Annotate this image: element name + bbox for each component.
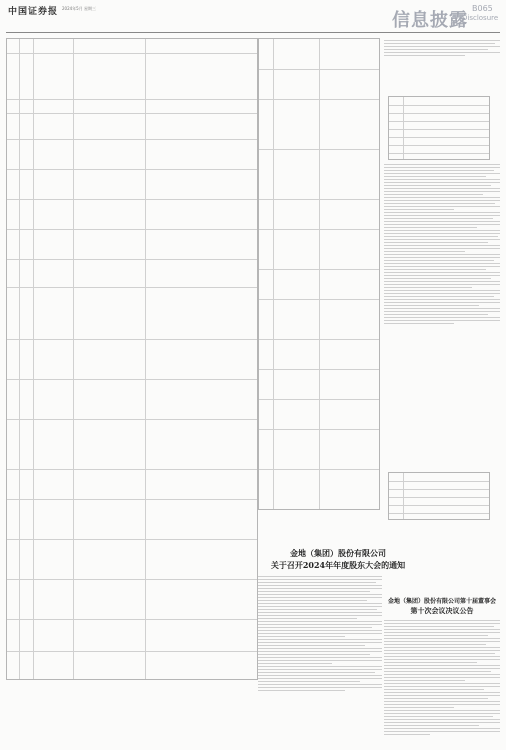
right-table-2 bbox=[388, 472, 490, 520]
notice-title-1: 关于召开2024年年度股东大会的通知 bbox=[270, 560, 406, 570]
header-rule bbox=[6, 32, 500, 33]
disclosure-table-left bbox=[6, 38, 258, 680]
notice-subtitle-2: 第十次会议决议公告 bbox=[410, 606, 474, 615]
right-column-text-2 bbox=[384, 164, 500, 326]
right-table-1 bbox=[388, 96, 490, 160]
newspaper-logo: 中国证券报 bbox=[8, 7, 59, 17]
section-title: 信息披露 bbox=[392, 10, 468, 31]
disclosure-table-middle bbox=[258, 38, 380, 510]
notice-title-2: 金地（集团）股份有限公司第十届董事会 bbox=[387, 598, 496, 605]
issue-date: 2024年5月 星期三 bbox=[62, 6, 96, 11]
page-header bbox=[0, 0, 506, 30]
right-column-text bbox=[384, 40, 500, 58]
page-code: B065 bbox=[472, 4, 493, 13]
notice-1-body bbox=[258, 576, 382, 693]
page-subtitle: Disclosure bbox=[462, 14, 499, 22]
notice-company-1: 金地（集团）股份有限公司 bbox=[290, 548, 386, 558]
notice-2-body bbox=[384, 620, 500, 737]
